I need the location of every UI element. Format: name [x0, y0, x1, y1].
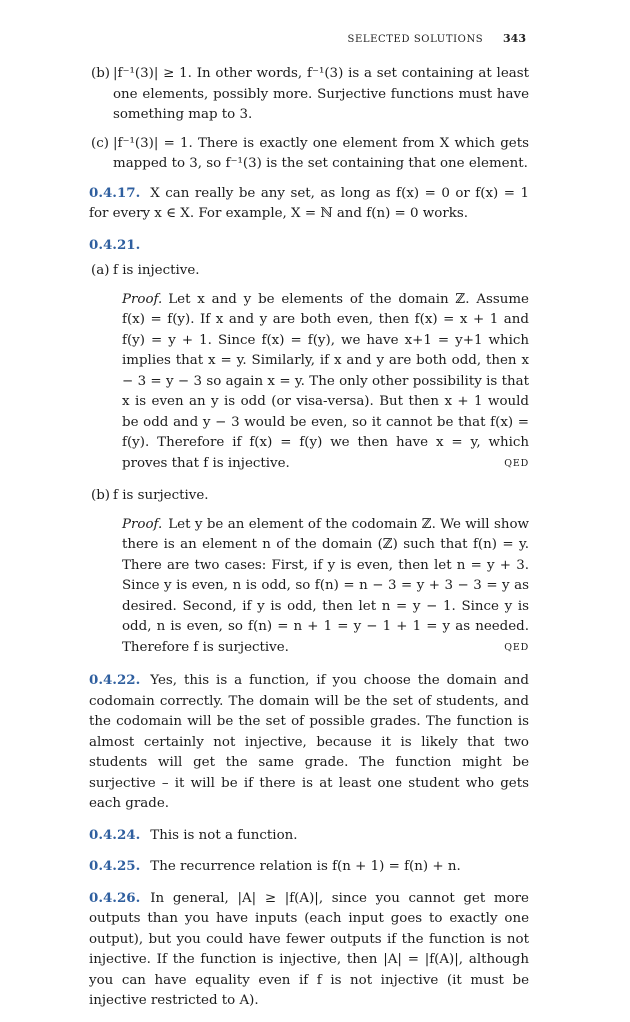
- exercise-number: 0.4.26.: [89, 889, 141, 906]
- exercise-number: 0.4.17.: [89, 184, 141, 201]
- solution-part-a: [89, 261, 529, 282]
- solution-part-c: [89, 134, 529, 175]
- solution-0-4-21: [89, 235, 529, 256]
- solution-part-b-surjective: [89, 486, 529, 507]
- proof-text: Let y be an element of the codomain ℤ. We will show there is an element n of the domain (ℤ) such that f(n) = y. There are two cases: First, if y is even, then let n = y + 3. Since y is even, n is odd, so f(n) = n − 3 = y + 3 − 3 = y as desired. Second, if y is odd, then let n = y − 1. Since y is odd, n is even, so f(n) = n + 1 = y − 1 + 1 = y as needed. Therefore f is surjective.: [122, 516, 529, 655]
- solutions-body: [89, 64, 529, 1022]
- solution-text: X can really be any set, as long as f(x) = 0 or f(x) = 1 for every x ∈ X. For example, X = ℕ and f(n) = 0 works.: [89, 185, 529, 221]
- page-number: 343: [503, 32, 526, 45]
- part-label: (a): [91, 263, 110, 278]
- part-text: |f⁻¹(3)| = 1. There is exactly one element from X which gets mapped to 3, so f⁻¹(3) is the set containing that one element.: [113, 135, 529, 171]
- solution-0-4-25: [89, 856, 529, 878]
- solution-text: Yes, this is a function, if you choose the domain and codomain correctly. The domain will be the set of students, and the codomain will be the set of possible grades. The function is almost certainly not injective, because it is likely that two students will get the same grade. The function might be surjective – it will be if there is at least one student who gets each grade.: [89, 673, 529, 811]
- part-label: (b): [91, 488, 111, 503]
- proof-label: Proof.: [122, 291, 163, 307]
- solution-part-b: [89, 64, 529, 126]
- proof-label: Proof.: [122, 516, 163, 532]
- part-text: f is surjective.: [113, 488, 209, 503]
- exercise-number: 0.4.25.: [89, 858, 141, 874]
- exercise-number: 0.4.22.: [89, 672, 141, 688]
- qed-mark: QED: [504, 641, 529, 653]
- running-title: SELECTED SOLUTIONS: [347, 34, 484, 45]
- part-text: |f⁻¹(3)| ≥ 1. In other words, f⁻¹(3) is a set containing at least one elements, possibly more. Surjective functions must have something map to 3.: [113, 66, 529, 122]
- part-label: (b): [91, 66, 111, 81]
- qed-mark: QED: [504, 457, 529, 469]
- proof-surjective: [89, 515, 529, 659]
- proof-injective: [89, 290, 529, 475]
- solution-0-4-22: [89, 670, 529, 815]
- exercise-number: 0.4.24.: [89, 826, 141, 843]
- exercise-number: 0.4.21.: [89, 236, 141, 253]
- solution-text: The recurrence relation is f(n + 1) = f(n) + n.: [150, 859, 461, 874]
- part-text: f is injective.: [113, 263, 200, 278]
- solution-0-4-26: [89, 888, 529, 1012]
- solution-0-4-17: [89, 183, 529, 225]
- solution-text: This is not a function.: [150, 827, 298, 843]
- proof-text: Let x and y be elements of the domain ℤ. Assume f(x) = f(y). If x and y are both even, then f(x) = x + 1 and f(y) = y + 1. Since f(x) = f(y), we have x+1 = y+1 which implies that x = y. Similarly, if x and y are both odd, then x − 3 = y − 3 so again x = y. The only other possibility is that x is even an y is odd (or visa-versa). But then x + 1 would be odd and y − 3 would be even, so it cannot be that f(x) = f(y). Therefore if f(x) = f(y) we then have x = y, which proves that f is injective.: [122, 291, 529, 471]
- running-header: [348, 32, 526, 45]
- part-label: (c): [91, 135, 109, 151]
- solution-0-4-24: [89, 825, 529, 847]
- solution-text: In general, |A| ≥ |f(A)|, since you cannot get more outputs than you have inputs (each input goes to exactly one output), but you could have fewer outputs if the function is not injective. If the function is injective, then |A| = |f(A)|, although you can have equality even if f is not injective (it must be injective restricted to A).: [89, 890, 529, 1008]
